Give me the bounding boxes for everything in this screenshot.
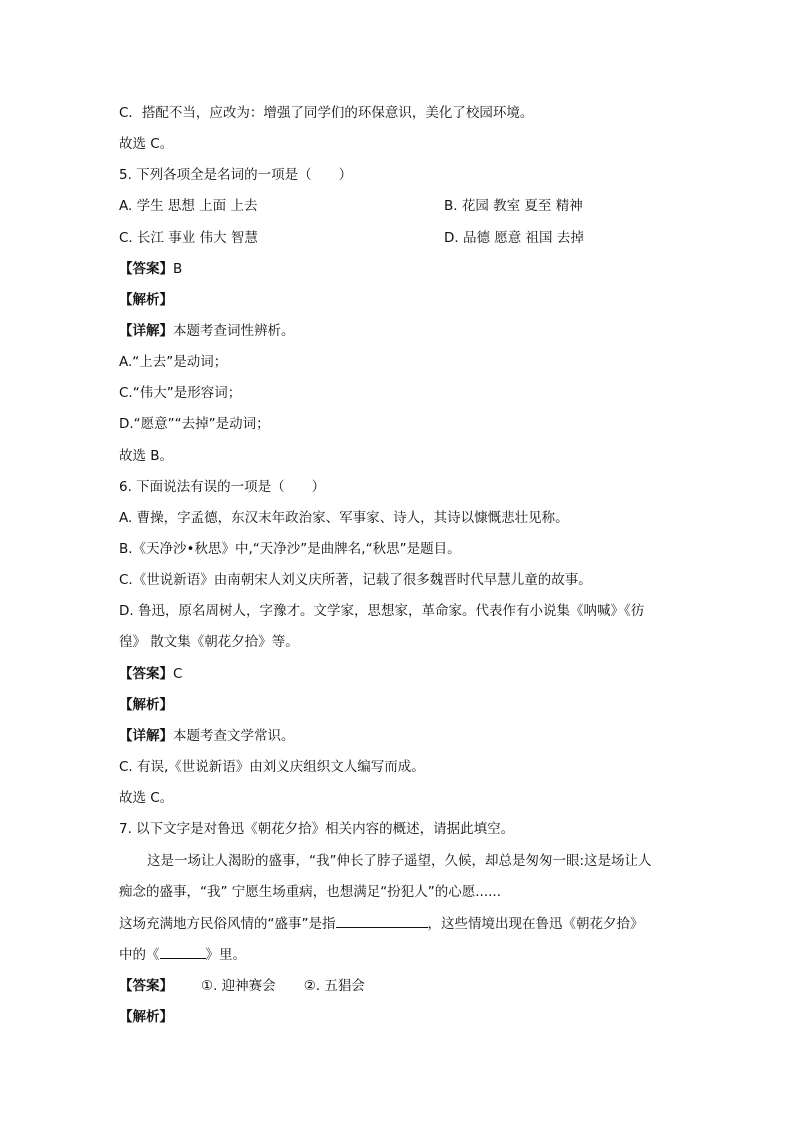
answer-label: 【答案】 [119,261,173,277]
question-7-stem: 7. 以下文字是对鲁迅《朝花夕拾》相关内容的概述，请据此填空。 [119,821,515,837]
q5-explanation-c: C.“伟大”是形容词； [119,385,242,401]
detail-label: 【详解】 [119,728,173,744]
q5-explanation-a: A.“上去”是动词； [119,354,228,370]
q7-blank-line2 [119,944,246,965]
q6-option-c: C.《世说新语》由南朝宋人刘义庆所著，记载了很多魏晋时代早慧儿童的故事。 [119,572,592,588]
q7-blank2-prefix: 中的《 [119,947,160,963]
fill-blank-2 [160,944,206,959]
q6-option-d-line1: D. 鲁迅，原名周树人，字豫才。文学家，思想家，革命家。代表作有小说集《呐喊》《彷 [119,603,645,619]
q7-blank2-suffix: 》里。 [205,947,246,963]
answer-label: 【答案】 [119,666,173,682]
answer-label: 【答案】 [119,978,173,994]
q7-blank-prefix: 这场充满地方民俗风情的“盛事”是指 [119,916,336,932]
q5-explanation-d: D.“愿意”“去掉”是动词； [119,416,270,432]
answer-value-1: ①. 迎神赛会 [201,978,276,994]
answer-value: C [173,666,183,682]
q7-answer [119,976,365,996]
q5-option-b: B. 花园 教室 夏至 精神 [444,198,583,214]
detail-label: 【详解】 [119,323,173,339]
question-6-stem: 6. 下面说法有误的一项是（ ） [119,479,326,495]
q5-answer [119,259,182,279]
q5-detail [119,321,295,341]
q5-option-a: A. 学生 思想 上面 上去 [119,198,258,214]
fill-blank-1 [336,913,428,928]
q6-conclusion: 故选 C。 [119,790,174,806]
q6-option-b: B.《天净沙•秋思》中,“天净沙”是曲牌名,“秋思”是题目。 [119,541,461,557]
q6-analysis-label: 【解析】 [119,697,173,713]
q7-blank-line1 [119,913,644,934]
q6-detail [119,726,295,746]
question-5-stem: 5. 下列各项全是名词的一项是（ ） [119,167,353,183]
q4-conclusion: 故选 C。 [119,136,174,152]
q4-explanation-c: C．搭配不当，应改为：增强了同学们的环保意识，美化了校园环境。 [119,105,534,121]
q7-passage-line2: 痴念的盛事，“我” 宁愿生场重病，也想满足“扮犯人”的心愿...... [119,884,502,900]
q6-option-d-line2: 徨》 散文集《朝花夕拾》等。 [119,634,299,650]
answer-value: B [173,261,183,277]
q7-passage-line1: 这是一场让人渴盼的盛事，“我”伸长了脖子遥望，久候，却总是匆匆一眼:这是场让人 [147,853,652,869]
q5-analysis-label: 【解析】 [119,292,173,308]
q7-blank-suffix: ，这些情境出现在鲁迅《朝花夕拾》 [427,916,644,932]
detail-text: 本题考查文学常识。 [173,728,295,744]
q6-answer [119,664,182,684]
q7-analysis-label: 【解析】 [119,1009,173,1025]
q6-option-a: A. 曹操，字孟德，东汉末年政治家、军事家、诗人，其诗以慷慨悲壮见称。 [119,510,569,526]
q5-option-d: D. 品德 愿意 祖国 去掉 [444,230,584,246]
q5-option-c: C. 长江 事业 伟大 智慧 [119,230,258,246]
detail-text: 本题考查词性辨析。 [173,323,295,339]
q5-conclusion: 故选 B。 [119,448,174,464]
answer-value-2: ②. 五猖会 [303,978,365,994]
q6-explanation-c: C. 有误,《世说新语》由刘义庆组织文人编写而成。 [119,759,425,775]
